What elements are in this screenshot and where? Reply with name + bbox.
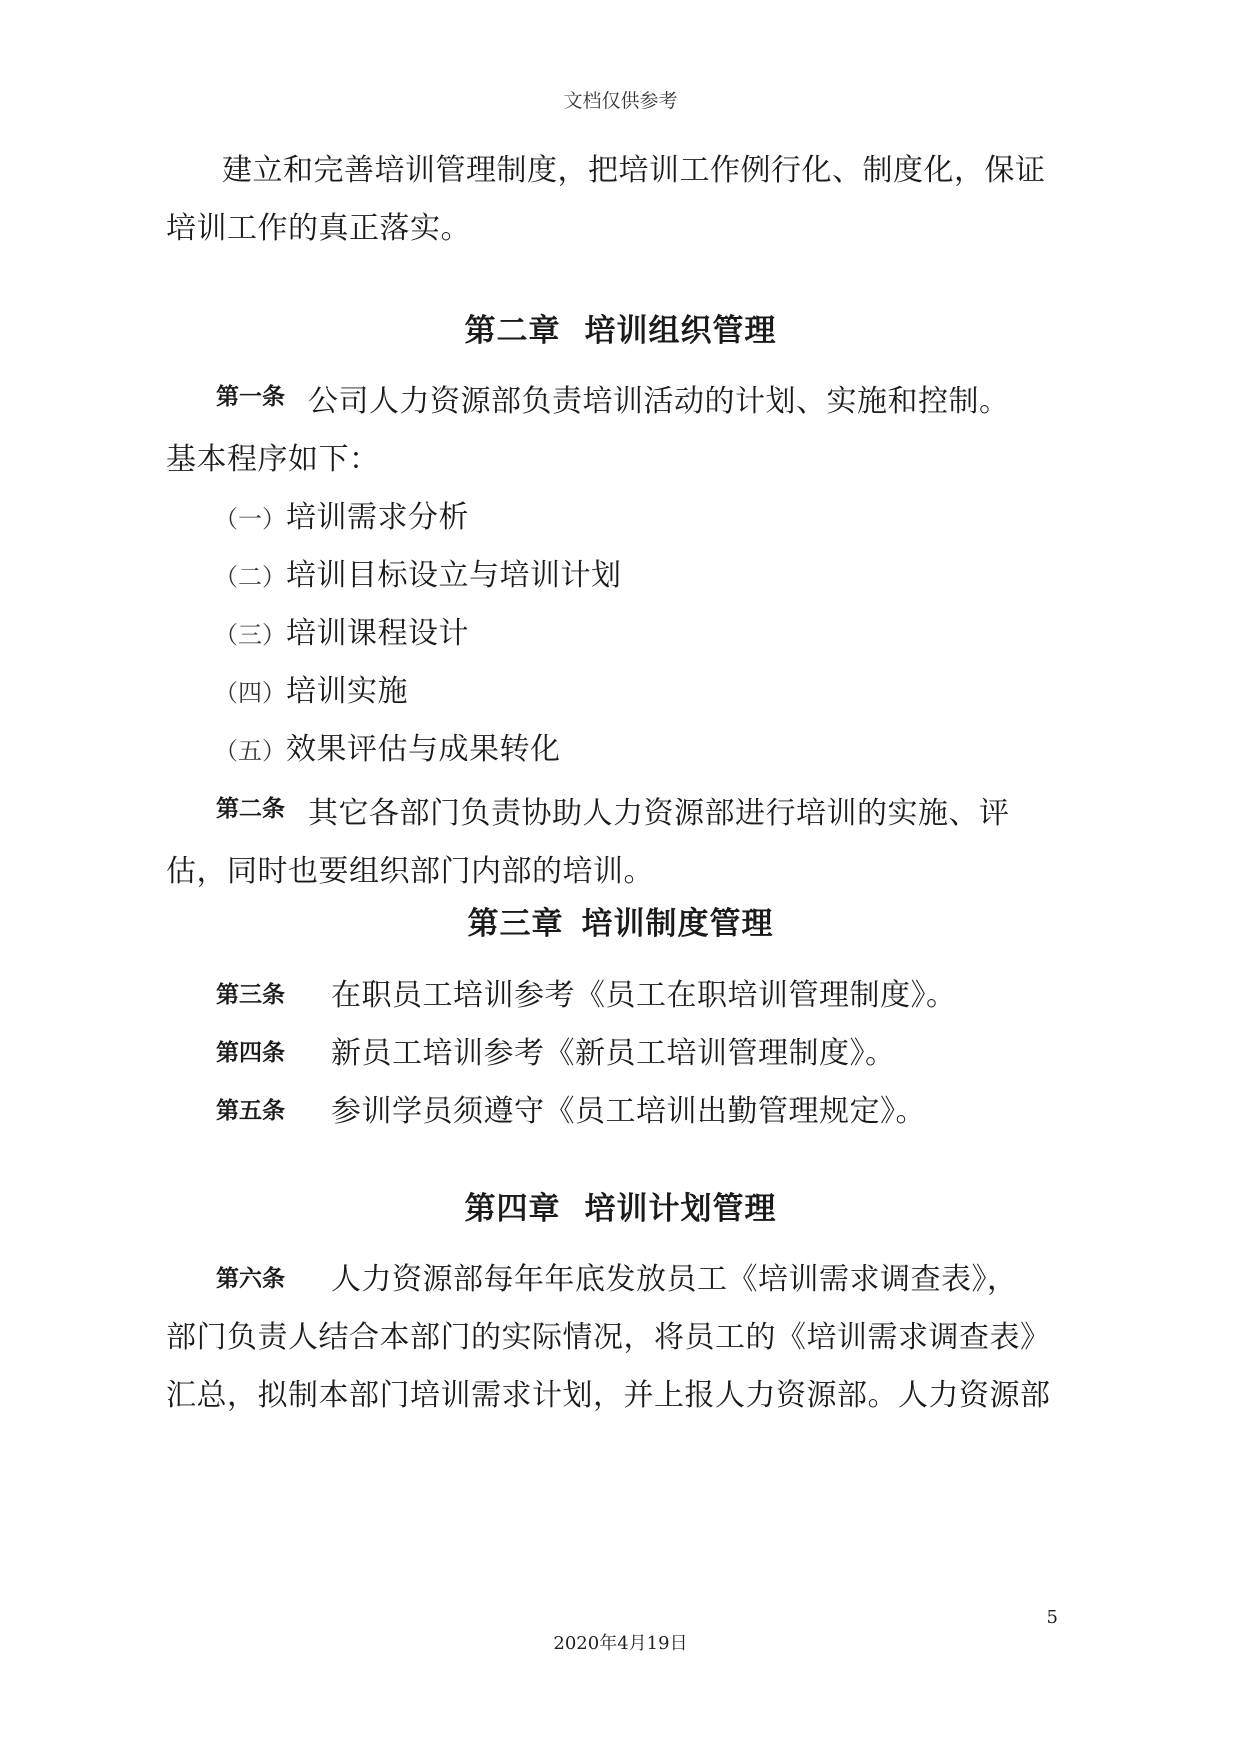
list-item-paren: （五） <box>214 737 286 765</box>
article-1-line-2: 基本程序如下： <box>166 442 380 477</box>
list-item-paren: （二） <box>214 563 286 591</box>
list-item <box>214 492 469 536</box>
chapter-2-heading <box>0 305 1241 350</box>
article-2-line-2: 估，同时也要组织部门内部的培训。 <box>166 854 654 889</box>
list-item-text: 效果评估与成果转化 <box>286 732 561 767</box>
article-6-label: 第六条 <box>216 1265 285 1292</box>
page-header: 文档仅供参考 <box>563 90 678 112</box>
chapter-4-heading <box>0 1183 1241 1228</box>
chapter-3-number: 第三章 <box>467 906 564 942</box>
article-5 <box>216 1092 285 1125</box>
list-item-paren: （三） <box>214 621 286 649</box>
page-number: 5 <box>1046 1607 1058 1628</box>
list-item <box>214 608 469 652</box>
article-5-text: 参训学员须遵守《员工培训出勤管理规定》。 <box>331 1094 926 1129</box>
list-item-text: 培训实施 <box>286 674 408 709</box>
chapter-2-title: 培训组织管理 <box>584 313 777 349</box>
list-item-paren: （四） <box>214 679 286 707</box>
intro-line-2: 培训工作的真正落实。 <box>166 211 471 246</box>
article-5-label: 第五条 <box>216 1097 285 1124</box>
article-6-line-2: 部门负责人结合本部门的实际情况，将员工的《培训需求调查表》 <box>166 1320 1051 1355</box>
list-item-text: 培训目标设立与培训计划 <box>286 558 622 593</box>
footer-date: 2020年4月19日 <box>553 1633 688 1654</box>
article-1 <box>216 378 285 411</box>
chapter-4-title: 培训计划管理 <box>584 1191 777 1227</box>
article-3-text: 在职员工培训参考《员工在职培训管理制度》。 <box>331 978 957 1013</box>
list-item-text: 培训需求分析 <box>286 500 469 535</box>
list-item <box>214 666 408 710</box>
article-1-label: 第一条 <box>216 383 285 410</box>
list-item <box>214 550 622 594</box>
chapter-2-number: 第二章 <box>464 313 561 349</box>
intro-line-1: 建立和完善培训管理制度，把培训工作例行化、制度化，保证 <box>222 153 1046 188</box>
article-4-label: 第四条 <box>216 1039 285 1066</box>
article-2 <box>216 790 285 823</box>
list-item-text: 培训课程设计 <box>286 616 469 651</box>
list-item <box>214 724 561 768</box>
list-item-paren: （一） <box>214 505 286 533</box>
article-2-label: 第二条 <box>216 795 285 822</box>
article-4-text: 新员工培训参考《新员工培训管理制度》。 <box>331 1036 896 1071</box>
article-3-label: 第三条 <box>216 981 285 1008</box>
article-6 <box>216 1260 285 1293</box>
article-6-line-3: 汇总，拟制本部门培训需求计划，并上报人力资源部。人力资源部 <box>166 1378 1051 1413</box>
article-4 <box>216 1034 285 1067</box>
article-2-line-1: 其它各部门负责协助人力资源部进行培训的实施、评 <box>308 796 1010 831</box>
article-1-line-1: 公司人力资源部负责培训活动的计划、实施和控制。 <box>308 384 1010 419</box>
chapter-3-title: 培训制度管理 <box>581 906 774 942</box>
chapter-4-number: 第四章 <box>464 1191 561 1227</box>
article-3 <box>216 976 285 1009</box>
chapter-3-heading <box>0 898 1241 943</box>
article-6-line-1: 人力资源部每年年底发放员工《培训需求调查表》， <box>331 1262 1018 1297</box>
